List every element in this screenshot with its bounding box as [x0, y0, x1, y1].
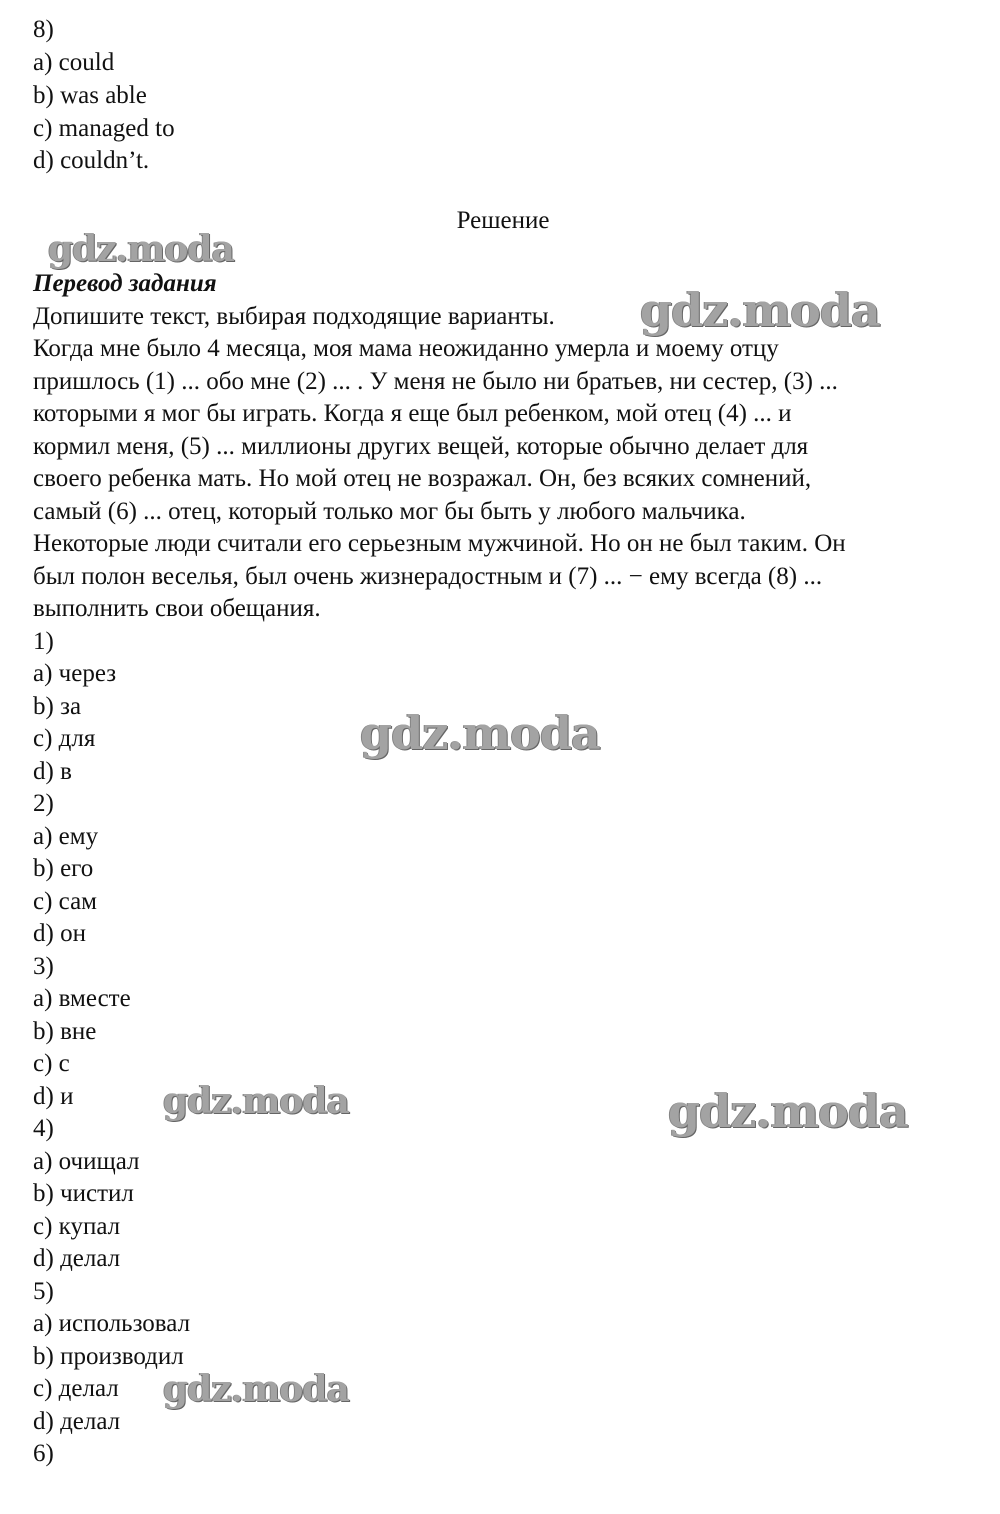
solution-title: Решение	[456, 207, 550, 234]
prev-option-d: d) couldn’t.	[33, 147, 150, 174]
option-d: d) он	[33, 920, 86, 947]
option-c: c) делал	[33, 1375, 119, 1402]
option-b: b) за	[33, 693, 82, 720]
translation-line: был полон веселья, был очень жизнерадостным и (7) ... − ему всегда (8) ...	[33, 563, 823, 590]
option-a: a) вместе	[33, 985, 131, 1012]
option-b: b) вне	[33, 1018, 97, 1045]
option-a: a) ему	[33, 823, 99, 850]
option-a: a) очищал	[33, 1148, 140, 1175]
translation-line: Когда мне было 4 месяца, моя мама неожиданно умерла и моему отцу	[33, 335, 779, 362]
translation-line: Допишите текст, выбирая подходящие варианты.	[33, 303, 555, 330]
question-number: 5)	[33, 1278, 54, 1305]
option-d: d) делал	[33, 1245, 121, 1272]
prev-question-number: 8)	[33, 16, 54, 43]
translation-line: которыми я мог бы играть. Когда я еще был ребенком, мой отец (4) ... и	[33, 400, 792, 427]
translation-heading: Перевод задания	[33, 270, 217, 297]
translation-line: самый (6) ... отец, который только мог бы быть у любого мальчика.	[33, 498, 746, 525]
watermark-logo: gdz.moda	[163, 1368, 349, 1410]
question-number: 6)	[33, 1440, 54, 1467]
option-b: b) его	[33, 855, 94, 882]
option-d: d) делал	[33, 1408, 121, 1435]
watermark-logo: gdz.moda	[640, 283, 880, 337]
option-d: d) и	[33, 1083, 74, 1110]
prev-option-c: c) managed to	[33, 115, 175, 142]
option-d: d) в	[33, 758, 72, 785]
question-number: 2)	[33, 790, 54, 817]
option-b: b) производил	[33, 1343, 184, 1370]
option-c: c) для	[33, 725, 96, 752]
option-b: b) чистил	[33, 1180, 134, 1207]
watermark-logo: gdz.moda	[668, 1084, 908, 1138]
option-a: a) использовал	[33, 1310, 191, 1337]
translation-line: Некоторые люди считали его серьезным мужчиной. Но он не был таким. Он	[33, 530, 846, 557]
option-c: c) купал	[33, 1213, 121, 1240]
question-number: 1)	[33, 628, 54, 655]
prev-option-a: a) could	[33, 49, 115, 76]
option-c: c) сам	[33, 888, 97, 915]
option-a: a) через	[33, 660, 117, 687]
watermark-logo: gdz.moda	[163, 1080, 349, 1122]
prev-option-b: b) was able	[33, 82, 147, 109]
question-number: 3)	[33, 953, 54, 980]
watermark-logo: gdz.moda	[48, 228, 234, 270]
translation-line: пришлось (1) ... обо мне (2) ... . У меня не было ни братьев, ни сестер, (3) ...	[33, 368, 838, 395]
translation-line: выполнить свои обещания.	[33, 595, 321, 622]
translation-line: своего ребенка мать. Но мой отец не возражал. Он, без всяких сомнений,	[33, 465, 812, 492]
question-number: 4)	[33, 1115, 54, 1142]
option-c: c) с	[33, 1050, 70, 1077]
translation-line: кормил меня, (5) ... миллионы других вещей, которые обычно делает для	[33, 433, 809, 460]
watermark-logo: gdz.moda	[360, 706, 600, 760]
